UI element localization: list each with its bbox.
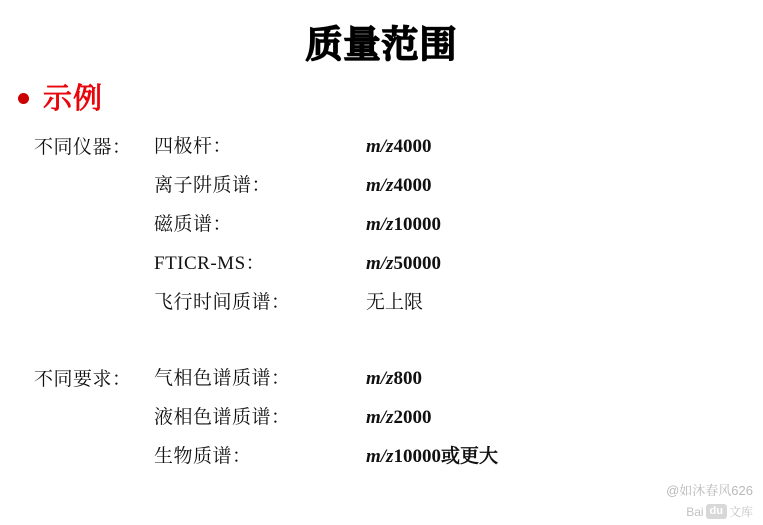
row-number: 50000 <box>393 253 441 274</box>
group-instruments <box>34 131 441 326</box>
row-value <box>366 368 422 390</box>
row-number: 4000 <box>393 136 432 157</box>
row-name: 气相色谱质谱： <box>154 368 291 389</box>
mz-prefix: m/z <box>366 407 394 428</box>
row-value: 无上限 <box>366 292 424 313</box>
mz-prefix: m/z <box>366 446 394 467</box>
row-value <box>366 175 431 197</box>
mz-prefix: m/z <box>366 175 394 196</box>
row-name: FTICR-MS： <box>154 253 266 274</box>
group-rows <box>154 131 441 326</box>
row-name: 四极杆： <box>154 136 233 157</box>
row-value <box>366 407 431 429</box>
list-item <box>154 363 498 402</box>
row-number: 4000 <box>393 175 432 196</box>
group-label: 不同要求： <box>34 369 132 390</box>
row-name: 离子阱质谱： <box>154 175 272 196</box>
brand-suffix: 文库 <box>728 505 753 519</box>
mz-prefix: m/z <box>366 368 394 389</box>
row-value <box>366 136 431 158</box>
row-number: 10000或更大 <box>393 446 498 467</box>
row-name: 磁质谱： <box>154 214 233 235</box>
group-label: 不同仪器： <box>34 137 132 158</box>
list-item <box>154 287 441 326</box>
row-name: 飞行时间质谱： <box>154 292 291 313</box>
mz-prefix: m/z <box>366 214 394 235</box>
list-item <box>154 209 441 248</box>
row-number: 800 <box>393 368 422 389</box>
watermark-user: @如沐春风626 <box>666 483 753 498</box>
row-value <box>366 441 498 468</box>
bullet-example <box>18 76 103 117</box>
mz-prefix: m/z <box>366 253 394 274</box>
bullet-label: 示例 <box>43 83 104 115</box>
list-item <box>154 402 498 441</box>
page-title: 质量范围 <box>305 23 458 66</box>
row-value <box>366 253 441 275</box>
row-number: 2000 <box>393 407 432 428</box>
group-rows <box>154 363 498 480</box>
row-value <box>366 214 441 236</box>
brand-prefix: Bai <box>686 504 704 519</box>
row-name: 生物质谱： <box>154 446 252 467</box>
brand-logo <box>686 503 753 520</box>
list-item <box>154 441 498 480</box>
group-requirements <box>34 363 498 480</box>
row-number: 10000 <box>393 214 441 235</box>
list-item <box>154 248 441 287</box>
row-name: 液相色谱质谱： <box>154 407 291 428</box>
mz-prefix: m/z <box>366 136 394 157</box>
bullet-dot-icon <box>18 93 29 104</box>
brand-badge: du <box>706 504 727 519</box>
list-item <box>154 131 441 170</box>
list-item <box>154 170 441 209</box>
